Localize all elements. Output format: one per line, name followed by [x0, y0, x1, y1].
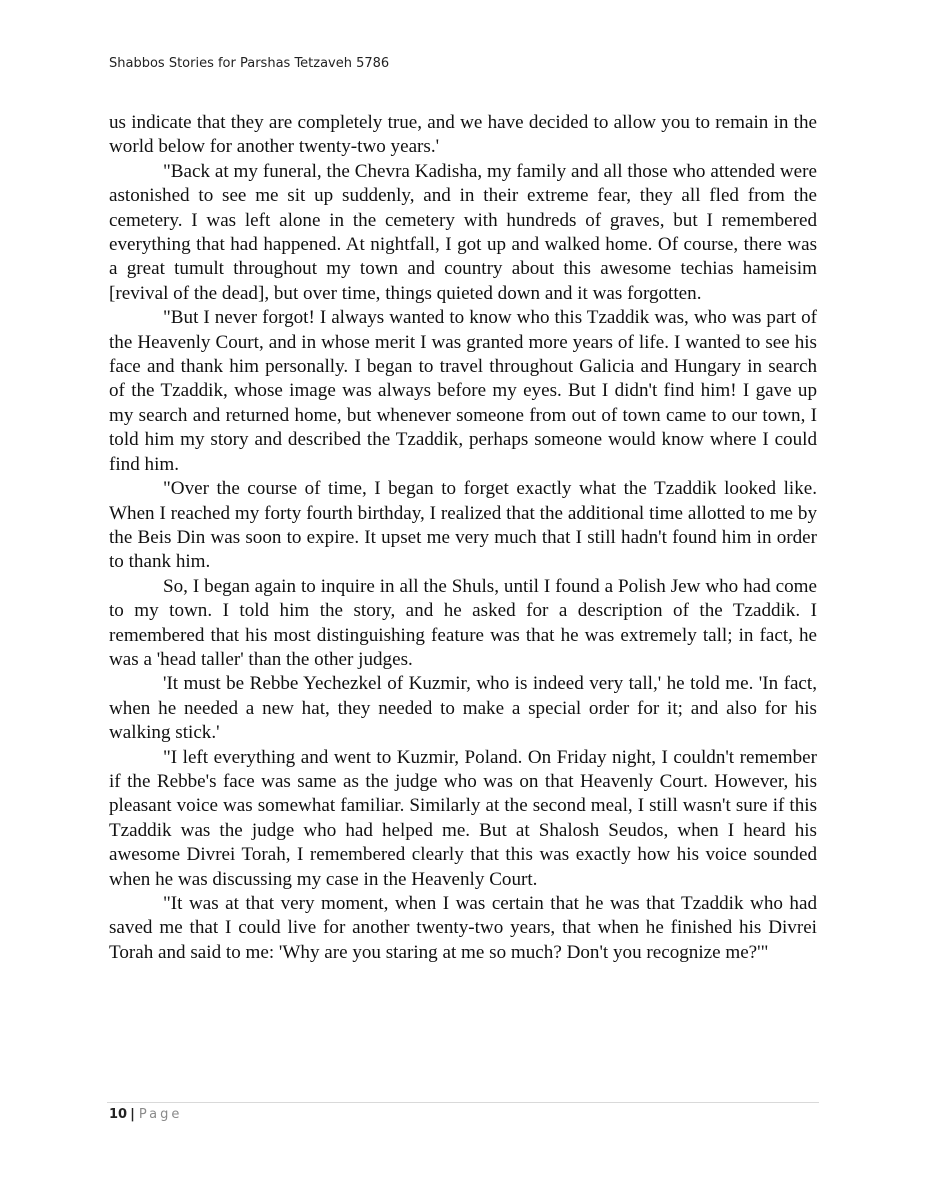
- body-text: [109, 111, 817, 965]
- paragraph: "It was at that very moment, when I was certain that he was that Tzaddik who had saved me that I could live for another twenty-two years, that when he finished his Divrei Torah and said to me: 'Why are you staring at me so much? Don't you recognize me?'": [109, 893, 817, 963]
- footer-divider: [107, 1102, 819, 1103]
- page-footer: [109, 1107, 182, 1122]
- page-number: 10: [109, 1107, 128, 1122]
- paragraph: 'It must be Rebbe Yechezkel of Kuzmir, who is indeed very tall,' he told me. 'In fact, when he needed a new hat, they needed to make a special order for it; and also for his walking stick.': [109, 673, 817, 744]
- paragraph: So, I began again to inquire in all the Shuls, until I found a Polish Jew who had come to my town. I told him the story, and he asked for a description of the Tzaddik. I remembered that his most distinguishing feature was that he was extremely tall; in fact, he was a 'head taller' than the other judges.: [109, 575, 817, 670]
- paragraph: "I left everything and went to Kuzmir, Poland. On Friday night, I couldn't remember if the Rebbe's face was same as the judge who was on that Heavenly Court. However, his pleasant voice was somewhat familiar. Similarly at the second meal, I still wasn't sure if this Tzaddik was the judge who had helped me. But at Shalosh Seudos, when I heard his awesome Divrei Torah, I remembered clearly that this was exactly how his voice sounded when he was discussing my case in the Heavenly Court.: [109, 746, 817, 890]
- paragraph: "Over the course of time, I began to forget exactly what the Tzaddik looked like. When I reached my forty fourth birthday, I realized that the additional time allotted to me by the Beis Din was soon to expire. It upset me very much that I still hadn't found him in order to thank him.: [109, 478, 817, 573]
- paragraph: us indicate that they are completely true, and we have decided to allow you to remain in the world below for another twenty-two years.': [109, 112, 817, 158]
- footer-separator: |: [130, 1107, 135, 1122]
- running-header: Shabbos Stories for Parshas Tetzaveh 5786: [109, 56, 390, 71]
- paragraph: "But I never forgot! I always wanted to know who this Tzaddik was, who was part of the Heavenly Court, and in whose merit I was granted more years of life. I wanted to see his face and thank him personally. I began to travel throughout Galicia and Hungary in search of the Tzaddik, whose image was always before my eyes. But I didn't find him! I gave up my search and returned home, but whenever someone from out of town came to our town, I told him my story and described the Tzaddik, perhaps someone would know where I could find him.: [109, 307, 817, 475]
- paragraph: "Back at my funeral, the Chevra Kadisha, my family and all those who attended were astonished to see me sit up suddenly, and in their extreme fear, they all fled from the cemetery. I was left alone in the cemetery with hundreds of graves, but I remembered everything that had happened. At nightfall, I got up and walked home. Of course, there was a great tumult throughout my town and country about this awesome techias hameisim [revival of the dead], but over time, things quieted down and it was forgotten.: [109, 160, 817, 304]
- page-word: Page: [138, 1107, 183, 1122]
